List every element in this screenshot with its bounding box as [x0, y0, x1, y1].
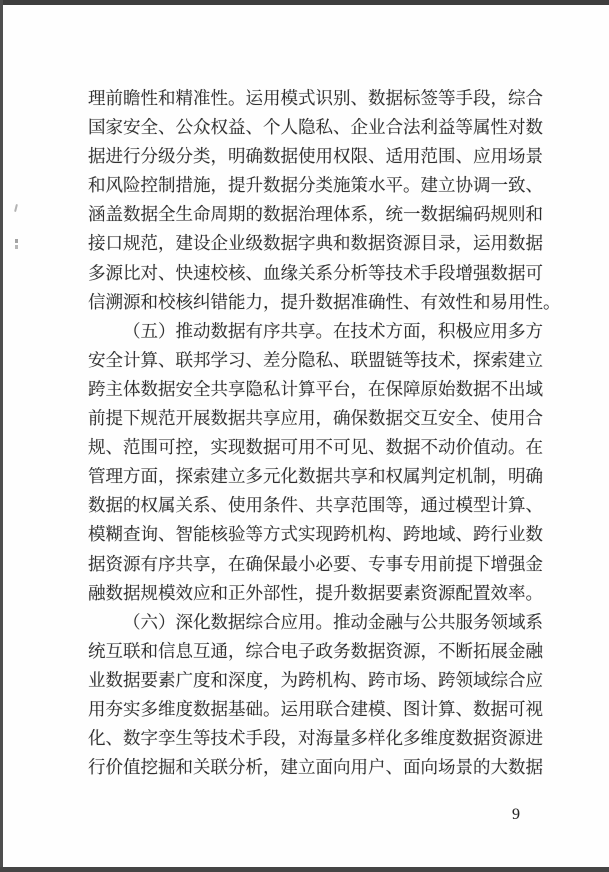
text-line: 理前瞻性和精准性。运用模式识别、数据标签等手段，综合	[88, 88, 543, 108]
text-line: 信溯源和校核纠错能力，提升数据准确性、有效性和易用性。	[88, 291, 561, 312]
text-line: 化、数字孪生等技术手段，对海量多样化多维度数据资源进	[88, 728, 543, 749]
text-line: 接口规范，建设企业级数据字典和数据资源目录，运用数据	[88, 233, 543, 254]
page-number: 9	[512, 806, 520, 823]
text-line: 行价值挖掘和关联分析，建立面向用户、面向场景的大数据	[88, 757, 543, 778]
scan-edge-left	[0, 0, 3, 872]
text-line: 模糊查询、智能核验等方式实现跨机构、跨地域、跨行业数	[88, 524, 543, 545]
text-line: 涵盖数据全生命周期的数据治理体系，统一数据编码规则和	[88, 204, 543, 225]
text-line: 融数据规模效应和正外部性，提升数据要素资源配置效率。	[88, 582, 543, 603]
text-line: （五）推动数据有序共享。在技术方面，积极应用多方	[123, 320, 543, 341]
text-line: 据进行分级分类，明确数据使用权限、适用范围、应用场景	[88, 146, 543, 167]
margin-scan-artifact	[15, 239, 18, 243]
text-line: 统互联和信息互通，综合电子政务数据资源，不断拓展金融	[88, 640, 543, 661]
text-line: 多源比对、快速校核、血缘关系分析等技术手段增强数据可	[88, 262, 543, 283]
scan-edge-top	[0, 0, 609, 5]
text-line: 数据的权属关系、使用条件、共享范围等，通过模型计算、	[88, 495, 543, 516]
text-line: 跨主体数据安全共享隐私计算平台，在保障原始数据不出域	[88, 378, 543, 399]
text-line: 业数据要素广度和深度，为跨机构、跨市场、跨领域综合应	[88, 669, 543, 690]
text-line: 用夯实多维度数据基础。运用联合建模、图计算、数据可视	[88, 698, 543, 719]
text-line: 据资源有序共享，在确保最小必要、专事专用前提下增强金	[88, 553, 543, 574]
text-line: 安全计算、联邦学习、差分隐私、联盟链等技术，探索建立	[88, 349, 543, 370]
text-line: 管理方面，探索建立多元化数据共享和权属判定机制，明确	[88, 466, 543, 487]
text-line: 前提下规范开展数据共享应用，确保数据交互安全、使用合	[88, 408, 543, 429]
text-line: 国家安全、公众权益、个人隐私、企业合法利益等属性对数	[88, 117, 543, 138]
margin-scan-artifact	[14, 204, 18, 212]
text-line: 规、范围可控，实现数据可用不可见、数据不动价值动。在	[88, 437, 543, 458]
body-text-column	[88, 84, 561, 782]
scan-edge-bottom	[0, 867, 609, 872]
text-line: 和风险控制措施，提升数据分类施策水平。建立协调一致、	[88, 175, 543, 196]
text-line: （六）深化数据综合应用。推动金融与公共服务领域系	[123, 611, 543, 632]
